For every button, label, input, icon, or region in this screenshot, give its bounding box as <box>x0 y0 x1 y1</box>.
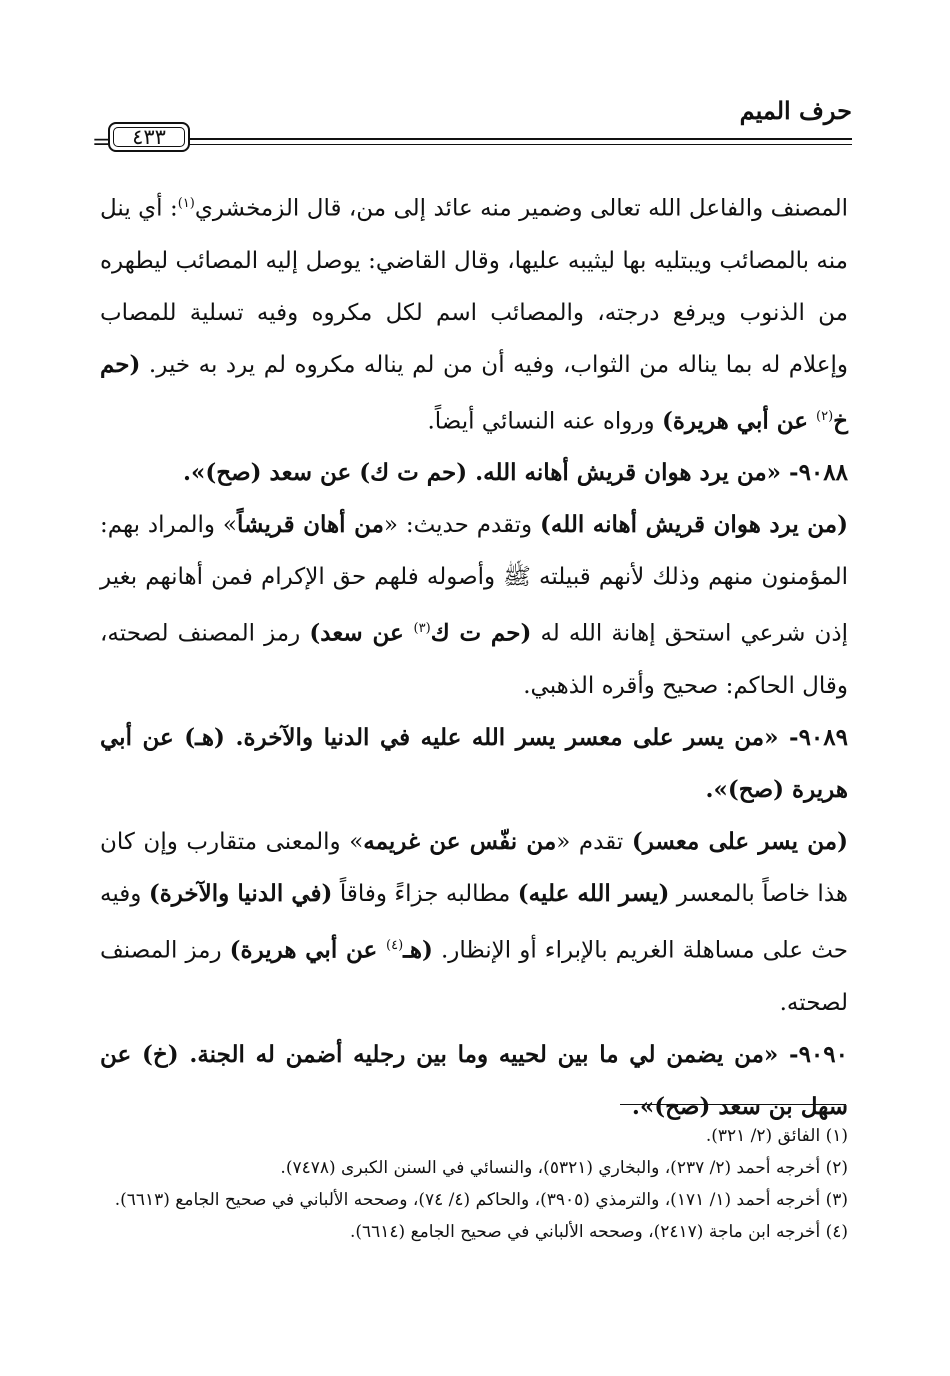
text-segment: » والمراد بهم: المؤمنون منهم وذلك لأنهم قبيلته ﷺ وأصوله فلهم حق الإكرام فمن أهانهم بغير إذن شرعي استحق إهانة الله له <box>100 512 848 647</box>
footnote-ref: (٣) <box>413 621 431 637</box>
footnote-separator <box>620 1104 846 1105</box>
commentary-paragraph <box>100 499 848 712</box>
footnote-3: (٣) أخرجه أحمد (١/ ١٧١)، والترمذي (٣٩٠٥)، والحاكم (٤/ ٧٤)، وصححه الألباني في صحيح الجامع (٦٦١٣). <box>114 1190 848 1210</box>
header-rule <box>188 138 852 140</box>
bold-segment: (حم خ <box>100 350 848 435</box>
page-number-badge <box>108 122 190 152</box>
footnotes <box>100 1120 848 1248</box>
commentary-paragraph <box>100 178 848 447</box>
header-edge-mark: = <box>92 130 111 155</box>
bold-segment: عن أبي هريرة) <box>661 407 816 435</box>
footnote-1: (١) الفائق (٢/ ٣٢١). <box>705 1126 848 1146</box>
text-segment: ورواه عنه النسائي أيضاً. <box>427 408 662 435</box>
hadith-9088 <box>100 447 848 499</box>
bold-segment: ٩٠٨٩- «من يسر على معسر يسر الله عليه في الدنيا والآخرة. (هـ) عن أبي هريرة (صح)». <box>100 723 848 803</box>
bold-segment: من أهان قريشاً <box>236 511 384 539</box>
bold-segment: (هـ <box>403 936 433 964</box>
bold-segment: (في الدنيا والآخرة) <box>148 879 333 907</box>
chapter-title: حرف الميم <box>739 96 852 125</box>
bold-segment: (يسر الله عليه) <box>517 879 670 907</box>
hadith-9090 <box>100 1029 848 1133</box>
text-segment: وفيه حث على مساهلة الغريم بالإبراء أو الإنظار. <box>100 880 849 964</box>
bold-segment: (من يرد هوان قريش أهانه الله) <box>540 511 848 539</box>
hadith-9089 <box>100 712 848 816</box>
text-segment: رمز المصنف لصحته، وقال الحاكم: صحيح وأقره الذهبي. <box>100 620 848 699</box>
footnote-2: (٢) أخرجه أحمد (٢/ ٢٣٧)، والبخاري (٥٣٢١)، والنسائي في السنن الكبرى (٧٤٧٨). <box>280 1158 848 1178</box>
text-segment: وتقدم حديث: « <box>383 512 541 539</box>
main-text <box>100 178 848 1133</box>
page-number: ٤٣٣ <box>132 125 166 149</box>
text-segment: تقدم « <box>556 828 632 855</box>
footnote-ref: (٤) <box>386 937 404 953</box>
bold-segment: من نفّس عن غريمه <box>363 827 557 855</box>
commentary-paragraph <box>100 816 848 1029</box>
text-segment: » والمعنى متقارب وإن كان هذا خاصاً بالمعسر <box>100 828 849 907</box>
bold-segment: عن أبي هريرة) <box>229 936 386 964</box>
text-segment: رمز المصنف لصحته. <box>100 937 848 1016</box>
bold-segment: عن سعد) <box>309 619 414 647</box>
footnote-4: (٤) أخرجه ابن ماجة (٢٤١٧)، وصححه الألباني في صحيح الجامع (٦٦١٤). <box>349 1222 848 1242</box>
bold-segment: ٩٠٩٠- «من يضمن لي ما بين لحييه وما بين رجليه أضمن له الجنة. (خ) عن سهل بن سعد (صح)». <box>100 1040 848 1120</box>
page-header <box>92 92 852 162</box>
bold-segment: (حم ت ك <box>430 619 532 647</box>
bold-segment: ٩٠٨٨- «من يرد هوان قريش أهانه الله. (حم ت ك) عن سعد (صح)». <box>183 459 848 487</box>
bold-segment: (من يسر على معسر) <box>631 827 848 855</box>
text-segment: : أي ينل منه بالمصائب ويبتليه بها ليثيبه عليها، وقال القاضي: يوصل إليه المصائب ليطهره من الذنوب ويرفع درجته، والمصائب اسم لكل مكروه وفيه تسلية للمصاب وإعلام له بما يناله من الثواب، وفيه أن من لم يناله مكروه لم يرد به خير. <box>100 195 848 378</box>
footnote-ref: (١) <box>177 196 195 211</box>
text-segment: مطالبه جزاءً وفاقاً <box>332 880 518 907</box>
footnote-ref: (٢) <box>816 408 834 424</box>
text-segment: المصنف والفاعل الله تعالى وضمير منه عائد إلى من، قال الزمخشري <box>194 195 848 222</box>
